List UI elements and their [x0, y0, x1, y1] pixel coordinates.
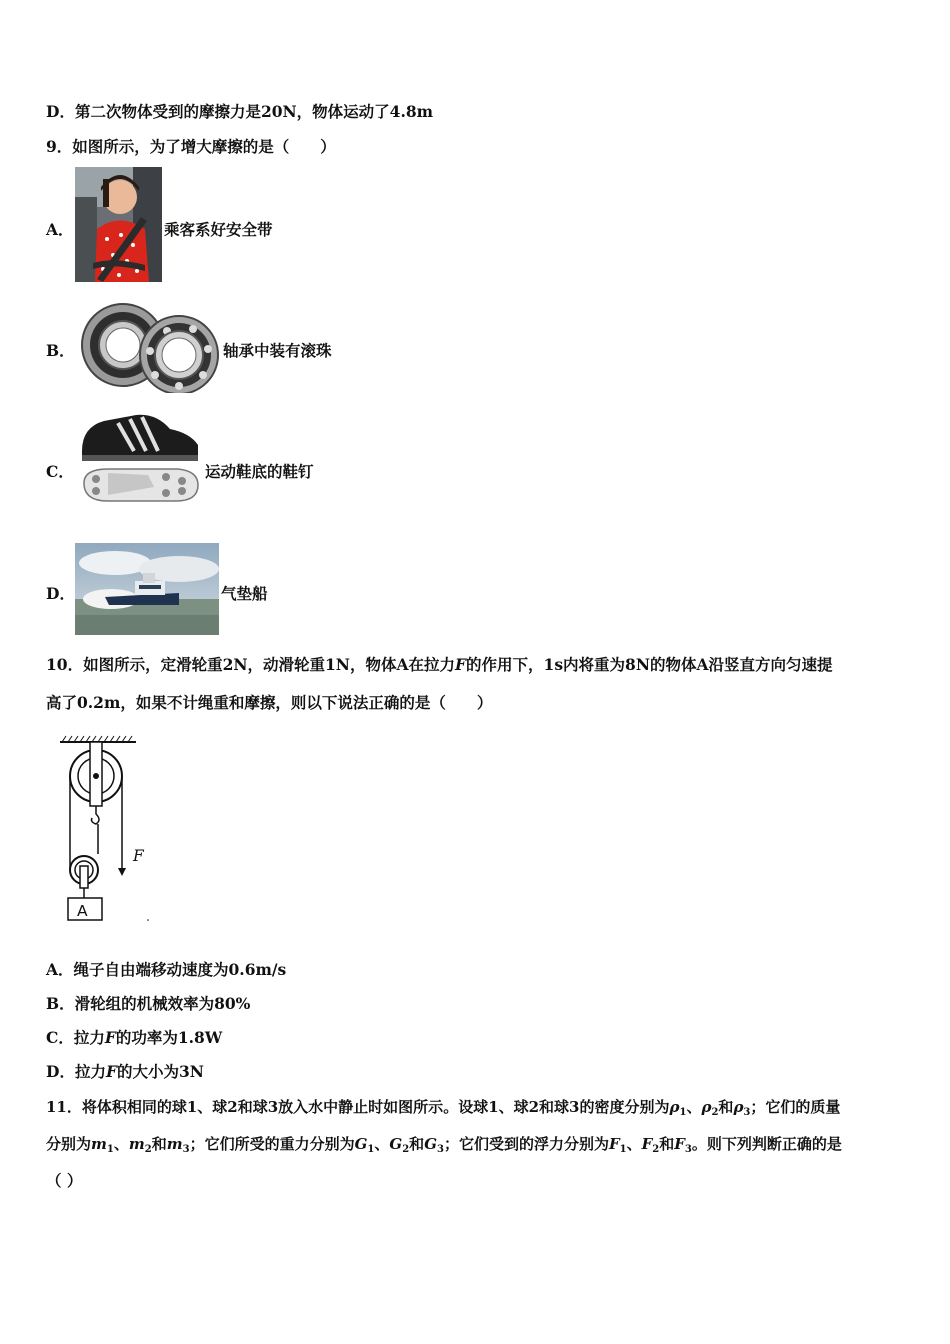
q10-option-b: B．滑轮组的机械效率为80% [46, 994, 251, 1013]
force-label: F [133, 847, 144, 865]
q9-option-d-caption: 气垫船 [221, 584, 268, 603]
q9-option-b-letter: B． [46, 341, 75, 360]
q9-option-b-caption: 轴承中装有滚珠 [223, 341, 332, 360]
pulley-diagram [56, 734, 156, 926]
q10-option-c: C．拉力F的功率为1.8W [46, 1028, 223, 1047]
q10-stem-line1: 10．如图所示，定滑轮重2N，动滑轮重1N，物体A在拉力F的作用下，1s内将重为8N的物体A沿竖直方向匀速提 [46, 655, 833, 674]
seatbelt-photo [75, 167, 162, 282]
q10-stem-line2: 高了0.2m，如果不计绳重和摩擦，则以下说法正确的是（ ） [46, 693, 493, 712]
q9-option-c-letter: C． [46, 462, 74, 481]
q10-option-a: A．绳子自由端移动速度为0.6m/s [46, 960, 287, 979]
q9-option-a-letter: A． [46, 220, 74, 239]
q9-stem: 9．如图所示，为了增大摩擦的是（ ） [46, 137, 336, 156]
q11-answer-bracket: （ ） [46, 1171, 83, 1190]
cleats-photo [78, 411, 202, 507]
q9-option-d-letter: D． [46, 584, 75, 603]
q9-option-c-caption: 运动鞋底的鞋钉 [205, 462, 314, 481]
hovercraft-photo [75, 543, 219, 635]
q11-stem-line1: 11．将体积相同的球1、球2和球3放入水中静止时如图所示。设球1、球2和球3的密度分别为$\rho_1$、$\rho_2$和$\rho_3$；它们的质量 [46, 1098, 841, 1118]
q9-option-a-caption: 乘客系好安全带 [164, 220, 273, 239]
q11-stem-line2: 分别为$m_1$、$m_2$和$m_3$；它们所受的重力分别为$G_1$、$G_2$和$G_3$；它们受到的浮力分别为$F_1$、$F_2$和$F_3$。则下列判断正确的是 [46, 1135, 842, 1155]
ball-bearing-photo [75, 301, 221, 393]
q10-option-d: D．拉力F的大小为3N [46, 1062, 204, 1081]
block-label: A [77, 902, 88, 920]
q8-option-d: D．第二次物体受到的摩擦力是20N，物体运动了4.8m [46, 102, 434, 121]
